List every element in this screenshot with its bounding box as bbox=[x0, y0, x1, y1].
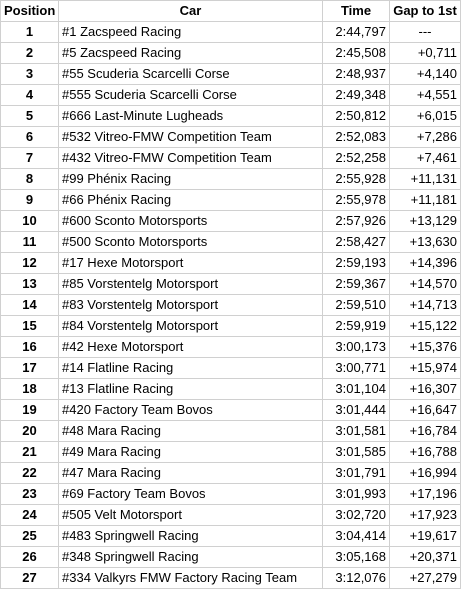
time-cell: 3:02,720 bbox=[323, 505, 390, 526]
time-cell: 3:01,444 bbox=[323, 400, 390, 421]
time-cell: 3:01,791 bbox=[323, 463, 390, 484]
table-row bbox=[1, 64, 461, 85]
car-cell: #66 Phénix Racing bbox=[59, 190, 323, 211]
time-cell: 3:00,771 bbox=[323, 358, 390, 379]
position-cell: 3 bbox=[1, 64, 59, 85]
time-cell: 2:50,812 bbox=[323, 106, 390, 127]
table-row bbox=[1, 442, 461, 463]
position-cell: 16 bbox=[1, 337, 59, 358]
position-cell: 5 bbox=[1, 106, 59, 127]
table-row bbox=[1, 421, 461, 442]
car-cell: #13 Flatline Racing bbox=[59, 379, 323, 400]
position-cell: 25 bbox=[1, 526, 59, 547]
car-cell: #348 Springwell Racing bbox=[59, 547, 323, 568]
time-cell: 2:48,937 bbox=[323, 64, 390, 85]
gap-cell: +14,396 bbox=[390, 253, 461, 274]
gap-cell: +4,140 bbox=[390, 64, 461, 85]
car-cell: #420 Factory Team Bovos bbox=[59, 400, 323, 421]
table-row bbox=[1, 127, 461, 148]
table-row bbox=[1, 211, 461, 232]
position-cell: 23 bbox=[1, 484, 59, 505]
table-row bbox=[1, 568, 461, 589]
car-cell: #1 Zacspeed Racing bbox=[59, 22, 323, 43]
gap-cell: +15,376 bbox=[390, 337, 461, 358]
position-cell: 27 bbox=[1, 568, 59, 589]
table-row bbox=[1, 253, 461, 274]
car-cell: #83 Vorstentelg Motorsport bbox=[59, 295, 323, 316]
position-cell: 6 bbox=[1, 127, 59, 148]
car-cell: #55 Scuderia Scarcelli Corse bbox=[59, 64, 323, 85]
time-cell: 2:59,510 bbox=[323, 295, 390, 316]
gap-cell: +6,015 bbox=[390, 106, 461, 127]
car-cell: #666 Last-Minute Lugheads bbox=[59, 106, 323, 127]
time-cell: 3:00,173 bbox=[323, 337, 390, 358]
gap-cell: +20,371 bbox=[390, 547, 461, 568]
position-cell: 13 bbox=[1, 274, 59, 295]
table-row bbox=[1, 358, 461, 379]
time-cell: 2:52,258 bbox=[323, 148, 390, 169]
car-cell: #99 Phénix Racing bbox=[59, 169, 323, 190]
time-cell: 2:45,508 bbox=[323, 43, 390, 64]
position-cell: 11 bbox=[1, 232, 59, 253]
position-cell: 19 bbox=[1, 400, 59, 421]
car-cell: #85 Vorstentelg Motorsport bbox=[59, 274, 323, 295]
position-cell: 21 bbox=[1, 442, 59, 463]
car-cell: #17 Hexe Motorsport bbox=[59, 253, 323, 274]
gap-cell: +4,551 bbox=[390, 85, 461, 106]
car-cell: #555 Scuderia Scarcelli Corse bbox=[59, 85, 323, 106]
header-position: Position bbox=[1, 1, 59, 22]
time-cell: 3:05,168 bbox=[323, 547, 390, 568]
car-cell: #505 Velt Motorsport bbox=[59, 505, 323, 526]
time-cell: 3:12,076 bbox=[323, 568, 390, 589]
gap-cell: +15,122 bbox=[390, 316, 461, 337]
table-row bbox=[1, 484, 461, 505]
gap-cell: +16,784 bbox=[390, 421, 461, 442]
car-cell: #14 Flatline Racing bbox=[59, 358, 323, 379]
car-cell: #48 Mara Racing bbox=[59, 421, 323, 442]
header-car: Car bbox=[59, 1, 323, 22]
position-cell: 15 bbox=[1, 316, 59, 337]
gap-cell: +13,630 bbox=[390, 232, 461, 253]
car-cell: #5 Zacspeed Racing bbox=[59, 43, 323, 64]
position-cell: 10 bbox=[1, 211, 59, 232]
gap-cell: +27,279 bbox=[390, 568, 461, 589]
gap-cell: +14,713 bbox=[390, 295, 461, 316]
time-cell: 2:59,919 bbox=[323, 316, 390, 337]
position-cell: 9 bbox=[1, 190, 59, 211]
car-cell: #84 Vorstentelg Motorsport bbox=[59, 316, 323, 337]
position-cell: 22 bbox=[1, 463, 59, 484]
position-cell: 8 bbox=[1, 169, 59, 190]
time-cell: 2:59,193 bbox=[323, 253, 390, 274]
time-cell: 3:04,414 bbox=[323, 526, 390, 547]
table-row bbox=[1, 337, 461, 358]
position-cell: 2 bbox=[1, 43, 59, 64]
time-cell: 3:01,585 bbox=[323, 442, 390, 463]
table-row bbox=[1, 43, 461, 64]
time-cell: 3:01,993 bbox=[323, 484, 390, 505]
time-cell: 2:49,348 bbox=[323, 85, 390, 106]
table-row bbox=[1, 148, 461, 169]
gap-cell: +15,974 bbox=[390, 358, 461, 379]
gap-cell: --- bbox=[390, 22, 461, 43]
position-cell: 24 bbox=[1, 505, 59, 526]
gap-cell: +11,181 bbox=[390, 190, 461, 211]
position-cell: 7 bbox=[1, 148, 59, 169]
table-row bbox=[1, 505, 461, 526]
results-body bbox=[1, 22, 461, 589]
gap-cell: +16,994 bbox=[390, 463, 461, 484]
position-cell: 14 bbox=[1, 295, 59, 316]
table-row bbox=[1, 400, 461, 421]
time-cell: 2:52,083 bbox=[323, 127, 390, 148]
gap-cell: +7,461 bbox=[390, 148, 461, 169]
position-cell: 1 bbox=[1, 22, 59, 43]
position-cell: 12 bbox=[1, 253, 59, 274]
time-cell: 2:55,928 bbox=[323, 169, 390, 190]
position-cell: 17 bbox=[1, 358, 59, 379]
table-row bbox=[1, 22, 461, 43]
position-cell: 4 bbox=[1, 85, 59, 106]
table-row bbox=[1, 379, 461, 400]
time-cell: 3:01,104 bbox=[323, 379, 390, 400]
time-cell: 3:01,581 bbox=[323, 421, 390, 442]
gap-cell: +16,788 bbox=[390, 442, 461, 463]
position-cell: 26 bbox=[1, 547, 59, 568]
header-time: Time bbox=[323, 1, 390, 22]
car-cell: #532 Vitreo-FMW Competition Team bbox=[59, 127, 323, 148]
car-cell: #483 Springwell Racing bbox=[59, 526, 323, 547]
table-row bbox=[1, 547, 461, 568]
car-cell: #49 Mara Racing bbox=[59, 442, 323, 463]
header-row bbox=[1, 1, 461, 22]
gap-cell: +16,307 bbox=[390, 379, 461, 400]
gap-cell: +14,570 bbox=[390, 274, 461, 295]
table-row bbox=[1, 232, 461, 253]
car-cell: #42 Hexe Motorsport bbox=[59, 337, 323, 358]
gap-cell: +7,286 bbox=[390, 127, 461, 148]
table-row bbox=[1, 85, 461, 106]
table-row bbox=[1, 169, 461, 190]
position-cell: 18 bbox=[1, 379, 59, 400]
gap-cell: +17,923 bbox=[390, 505, 461, 526]
table-row bbox=[1, 295, 461, 316]
gap-cell: +0,711 bbox=[390, 43, 461, 64]
table-row bbox=[1, 190, 461, 211]
gap-cell: +17,196 bbox=[390, 484, 461, 505]
car-cell: #500 Sconto Motorsports bbox=[59, 232, 323, 253]
car-cell: #432 Vitreo-FMW Competition Team bbox=[59, 148, 323, 169]
table-row bbox=[1, 274, 461, 295]
gap-cell: +11,131 bbox=[390, 169, 461, 190]
car-cell: #47 Mara Racing bbox=[59, 463, 323, 484]
header-gap: Gap to 1st bbox=[390, 1, 461, 22]
car-cell: #334 Valkyrs FMW Factory Racing Team bbox=[59, 568, 323, 589]
car-cell: #69 Factory Team Bovos bbox=[59, 484, 323, 505]
time-cell: 2:55,978 bbox=[323, 190, 390, 211]
table-row bbox=[1, 463, 461, 484]
table-row bbox=[1, 106, 461, 127]
time-cell: 2:44,797 bbox=[323, 22, 390, 43]
gap-cell: +19,617 bbox=[390, 526, 461, 547]
car-cell: #600 Sconto Motorsports bbox=[59, 211, 323, 232]
time-cell: 2:57,926 bbox=[323, 211, 390, 232]
table-row bbox=[1, 316, 461, 337]
time-cell: 2:58,427 bbox=[323, 232, 390, 253]
gap-cell: +13,129 bbox=[390, 211, 461, 232]
time-cell: 2:59,367 bbox=[323, 274, 390, 295]
position-cell: 20 bbox=[1, 421, 59, 442]
gap-cell: +16,647 bbox=[390, 400, 461, 421]
table-row bbox=[1, 526, 461, 547]
